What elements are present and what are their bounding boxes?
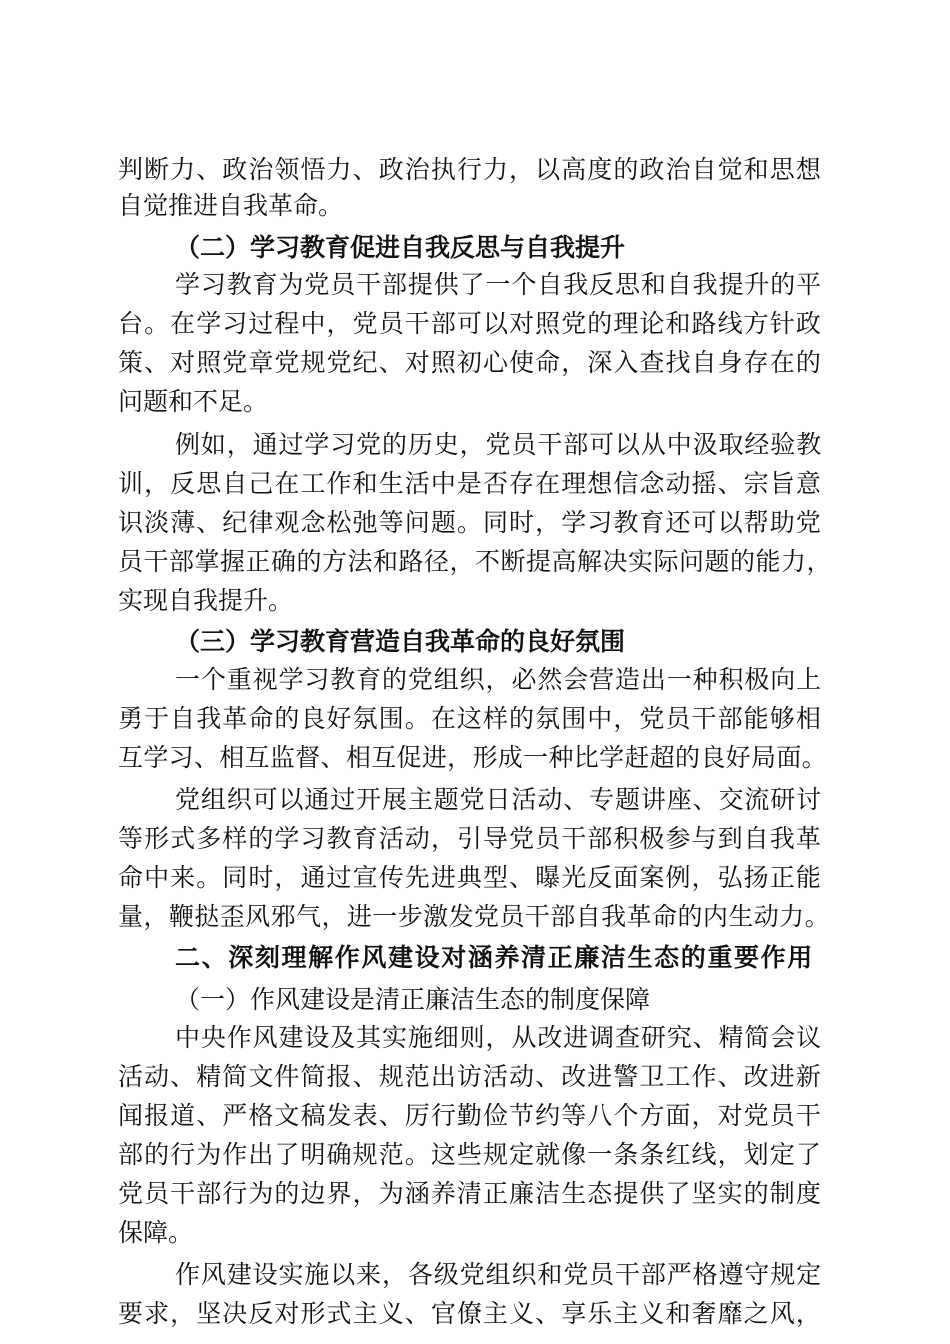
body-text-line: 台。在学习过程中，党员干部可以对照党的理论和路线方针政 [118,309,822,338]
body-text-line: 学习教育为党员干部提供了一个自我反思和自我提升的平 [175,270,823,299]
body-text-line: 策、对照党章党规党纪、对照初心使命，深入查找自身存在的 [118,348,822,377]
body-text-line: 识淡薄、纪律观念松弛等问题。同时，学习教育还可以帮助党 [118,508,822,537]
body-text-line: 自觉推进自我革命。 [118,191,344,220]
body-text-line: 闻报道、严格文稿发表、厉行勤俭节约等八个方面，对党员干 [118,1101,822,1130]
body-text-line: 一个重视学习教育的党组织，必然会营造出一种积极向上 [175,665,823,694]
body-text-line: 等形式多样的学习教育活动，引导党员干部积极参与到自我革 [118,824,822,853]
body-text-line: 勇于自我革命的良好氛围。在这样的氛围中，党员干部能够相 [118,704,822,733]
section-heading: （一）作风建设是清正廉洁生态的制度保障 [175,985,651,1014]
body-text-line: 训，反思自己在工作和生活中是否存在理想信念动摇、宗旨意 [118,469,822,498]
body-text-line: 员干部掌握正确的方法和路径，不断提高解决实际问题的能力， [118,547,833,576]
body-text-line: 活动、精简文件简报、规范出访活动、改进警卫工作、改进新 [118,1062,822,1091]
body-text-line: 保障。 [118,1218,194,1247]
body-text-line: 实现自我提升。 [118,586,294,615]
body-text-line: 问题和不足。 [118,387,269,416]
body-text-line: 量，鞭挞歪风邪气，进一步激发党员干部自我革命的内生动力。 [118,902,831,931]
body-text-line: 命中来。同时，通过宣传先进典型、曝光反面案例，弘扬正能 [118,863,822,892]
chapter-heading: 二、深刻理解作风建设对涵养清正廉洁生态的重要作用 [175,943,814,972]
section-heading: （二）学习教育促进自我反思与自我提升 [175,233,626,262]
body-text-line: 例如，通过学习党的历史，党员干部可以从中汲取经验教 [175,430,823,459]
body-text-line: 党组织可以通过开展主题党日活动、专题讲座、交流研讨 [175,785,823,814]
body-text-line: 互学习、相互监督、相互促进，形成一种比学赶超的良好局面。 [118,743,827,772]
body-text-line: 判断力、政治领悟力、政治执行力，以高度的政治自觉和思想 [118,155,822,184]
body-text-line: 作风建设实施以来，各级党组织和党员干部严格遵守规定 [175,1260,823,1289]
section-heading: （三）学习教育营造自我革命的良好氛围 [175,627,626,656]
body-text-line: 中央作风建设及其实施细则，从改进调查研究、精简会议 [175,1023,823,1052]
body-text-line: 党员干部行为的边界，为涵养清正廉洁生态提供了坚实的制度 [118,1179,822,1208]
body-text-line: 部的行为作出了明确规范。这些规定就像一条条红线，划定了 [118,1140,822,1169]
body-text-line: 要求，坚决反对形式主义、官僚主义、享乐主义和奢靡之风， [118,1299,822,1328]
